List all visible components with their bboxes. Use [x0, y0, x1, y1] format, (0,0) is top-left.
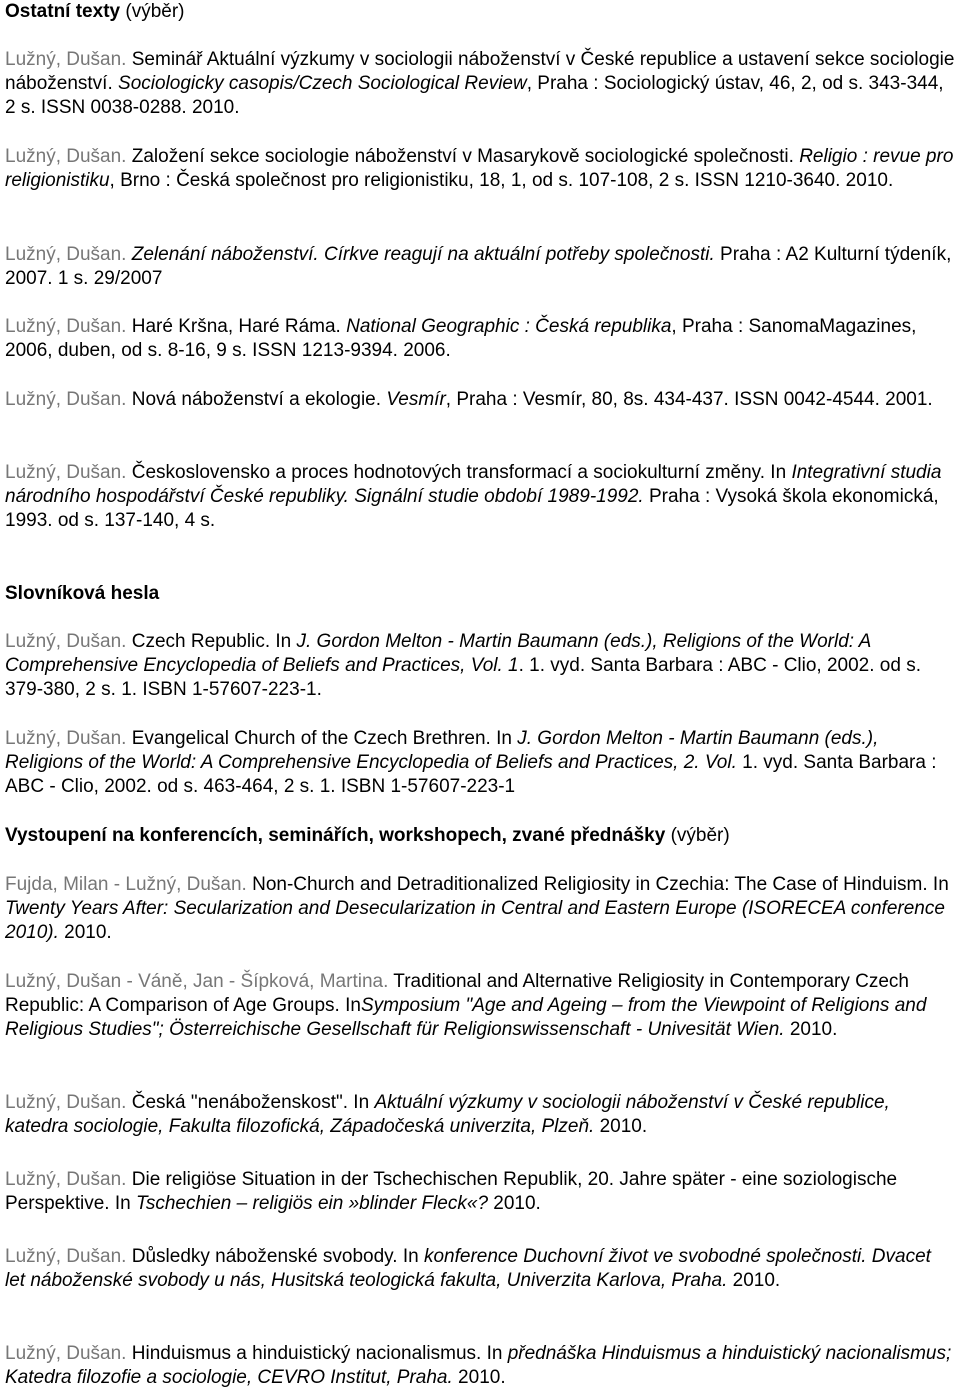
- section-title: Slovníková hesla: [5, 583, 160, 604]
- entry-text: Praha : Vysoká škola ekonomická, 1993. od s. 137-140, 4 s.: [5, 486, 939, 531]
- bibliography-entry: [5, 1342, 955, 1390]
- entry-text: 2010.: [58, 922, 112, 943]
- entry-source: Zelenání náboženství. Církve reagují na aktuální potřeby společnosti.: [126, 244, 715, 265]
- bibliography-entry: [5, 48, 955, 120]
- entry-source: konference Duchovní život ve svobodné společnosti. Dvacet let náboženské svobody u nás, Husitská teologická fakulta, Univerzita Karlova, Praha.: [5, 1246, 931, 1291]
- entry-author: Lužný, Dušan - Váně, Jan - Šípková, Martina.: [5, 971, 389, 992]
- entry-text: , Praha : SanomaMagazines, 2006, duben, od s. 8-16, 9 s. ISSN 1213-9394. 2006.: [5, 316, 917, 361]
- entry-source: National Geographic : Česká republika: [346, 316, 672, 337]
- entry-author: Fujda, Milan - Lužný, Dušan.: [5, 874, 247, 895]
- entry-author: Lužný, Dušan.: [5, 462, 127, 483]
- bibliography-entry: [5, 970, 955, 1042]
- entry-author: Lužný, Dušan.: [5, 244, 127, 265]
- entry-source: Vesmír: [386, 389, 446, 410]
- section-note: (výběr): [665, 825, 730, 846]
- bibliography-entry: [5, 388, 933, 412]
- entry-author: Lužný, Dušan.: [5, 49, 127, 70]
- entry-text: , Brno : Česká společnost pro religionistiku, 18, 1, od s. 107-108, 2 s. ISSN 1210-3640. 2010.: [109, 170, 894, 191]
- section-heading-conferences: [5, 824, 730, 848]
- entry-author: Lužný, Dušan.: [5, 631, 127, 652]
- entry-text: Hinduismus a hinduistický nacionalismus. In: [126, 1343, 508, 1364]
- entry-text: Praha : A2 Kulturní týdeník, 2007. 1 s. 29/2007: [5, 244, 952, 289]
- bibliography-entry: [5, 873, 955, 945]
- entry-text: Důsledky náboženské svobody. In: [126, 1246, 424, 1267]
- entry-text: Seminář Aktuální výzkumy v sociologii náboženství v České republice a ustavení sekce sociologie náboženství.: [5, 49, 955, 94]
- entry-text: 1. vyd. Santa Barbara : ABC - Clio, 2002. od s. 463-464, 2 s. 1. ISBN 1-57607-223-1: [5, 752, 937, 797]
- entry-text: Evangelical Church of the Czech Brethren. In: [126, 728, 518, 749]
- entry-text: Haré Kršna, Haré Ráma.: [126, 316, 347, 337]
- entry-text: 2010.: [727, 1270, 781, 1291]
- entry-author: Lužný, Dušan.: [5, 1343, 127, 1364]
- entry-text: Založení sekce sociologie náboženství v Masarykově sociologické společnosti.: [126, 146, 800, 167]
- entry-author: Lužný, Dušan.: [5, 1246, 127, 1267]
- entry-author: Lužný, Dušan.: [5, 1169, 127, 1190]
- entry-text: . 1. vyd. Santa Barbara : ABC - Clio, 2002. od s. 379-380, 2 s. 1. ISBN 1-57607-223-1.: [5, 655, 922, 700]
- entry-text: Die religiöse Situation in der Tschechischen Republik, 20. Jahre später - eine soziologische Perspektive. In: [5, 1169, 898, 1214]
- entry-source: Integrativní studia národního hospodářství České republiky. Signální studie období 1989-1992.: [5, 462, 942, 507]
- bibliography-entry: [5, 1168, 955, 1216]
- entry-source: Aktuální výzkumy v sociologii náboženství v České republice, katedra sociologie, Fakulta filozofická, Západočeská univerzita, Plzeň.: [5, 1092, 890, 1137]
- entry-text: Czech Republic. In: [126, 631, 297, 652]
- section-heading-other-texts: [5, 0, 185, 24]
- section-title: Vystoupení na konferencích, seminářích, workshopech, zvané přednášky: [5, 825, 666, 846]
- entry-source: Tschechien – religiös ein »blinder Fleck«?: [135, 1193, 489, 1214]
- bibliography-entry: [5, 315, 955, 363]
- entry-text: 2010.: [452, 1367, 506, 1388]
- entry-author: Lužný, Dušan.: [5, 728, 127, 749]
- entry-text: 2010.: [594, 1116, 648, 1137]
- entry-text: Česká "nenáboženskost". In: [126, 1092, 375, 1113]
- entry-source: Religio : revue pro religionistiku: [5, 146, 954, 191]
- section-title: Ostatní texty: [5, 1, 121, 22]
- entry-source: Sociologicky casopis/Czech Sociological Review: [118, 73, 527, 94]
- section-heading-dictionary: [5, 582, 159, 606]
- entry-author: Lužný, Dušan.: [5, 1092, 127, 1113]
- entry-source: J. Gordon Melton - Martin Baumann (eds.), Religions of the World: A Comprehensive Encyclopedia of Beliefs and Practices, Vol. 1: [5, 631, 871, 676]
- bibliography-entry: [5, 243, 955, 291]
- entry-text: Československo a proces hodnotových transformací a sociokulturní změny. In: [126, 462, 792, 483]
- bibliography-entry: [5, 630, 955, 702]
- bibliography-entry: [5, 727, 955, 799]
- entry-author: Lužný, Dušan.: [5, 389, 127, 410]
- entry-source: J. Gordon Melton - Martin Baumann (eds.), Religions of the World: A Comprehensive Encyclopedia of Beliefs and Practices, 2. Vol.: [5, 728, 879, 773]
- entry-text: , Praha : Vesmír, 80, 8s. 434-437. ISSN 0042-4544. 2001.: [445, 389, 933, 410]
- entry-text: 2010.: [784, 1019, 838, 1040]
- bibliography-entry: [5, 1245, 955, 1293]
- entry-text: Nová náboženství a ekologie.: [126, 389, 387, 410]
- entry-source: Twenty Years After: Secularization and Desecularization in Central and Eastern Europe (ISORECEA conference 2010).: [5, 898, 945, 943]
- entry-author: Lužný, Dušan.: [5, 146, 127, 167]
- bibliography-entry: [5, 145, 955, 193]
- section-note: (výběr): [120, 1, 185, 22]
- bibliography-entry: [5, 1091, 955, 1139]
- entry-text: Non-Church and Detraditionalized Religiosity in Czechia: The Case of Hinduism. In: [246, 874, 949, 895]
- entry-source: přednáška Hinduismus a hinduistický nacionalismus; Katedra filozofie a sociologie, CEVRO Institut, Praha.: [5, 1343, 952, 1388]
- entry-author: Lužný, Dušan.: [5, 316, 127, 337]
- entry-text: Traditional and Alternative Religiosity in Contemporary Czech Republic: A Comparison of Age Groups. In: [5, 971, 910, 1016]
- entry-text: 2010.: [488, 1193, 541, 1214]
- entry-source: Symposium "Age and Ageing – from the Viewpoint of Religions and Religious Studies"; Österreichische Gesellschaft für Religionswissenschaft - Univesität Wien.: [5, 995, 927, 1040]
- entry-text: , Praha : Sociologický ústav, 46, 2, od s. 343-344, 2 s. ISSN 0038-0288. 2010.: [5, 73, 944, 118]
- bibliography-entry: [5, 461, 955, 533]
